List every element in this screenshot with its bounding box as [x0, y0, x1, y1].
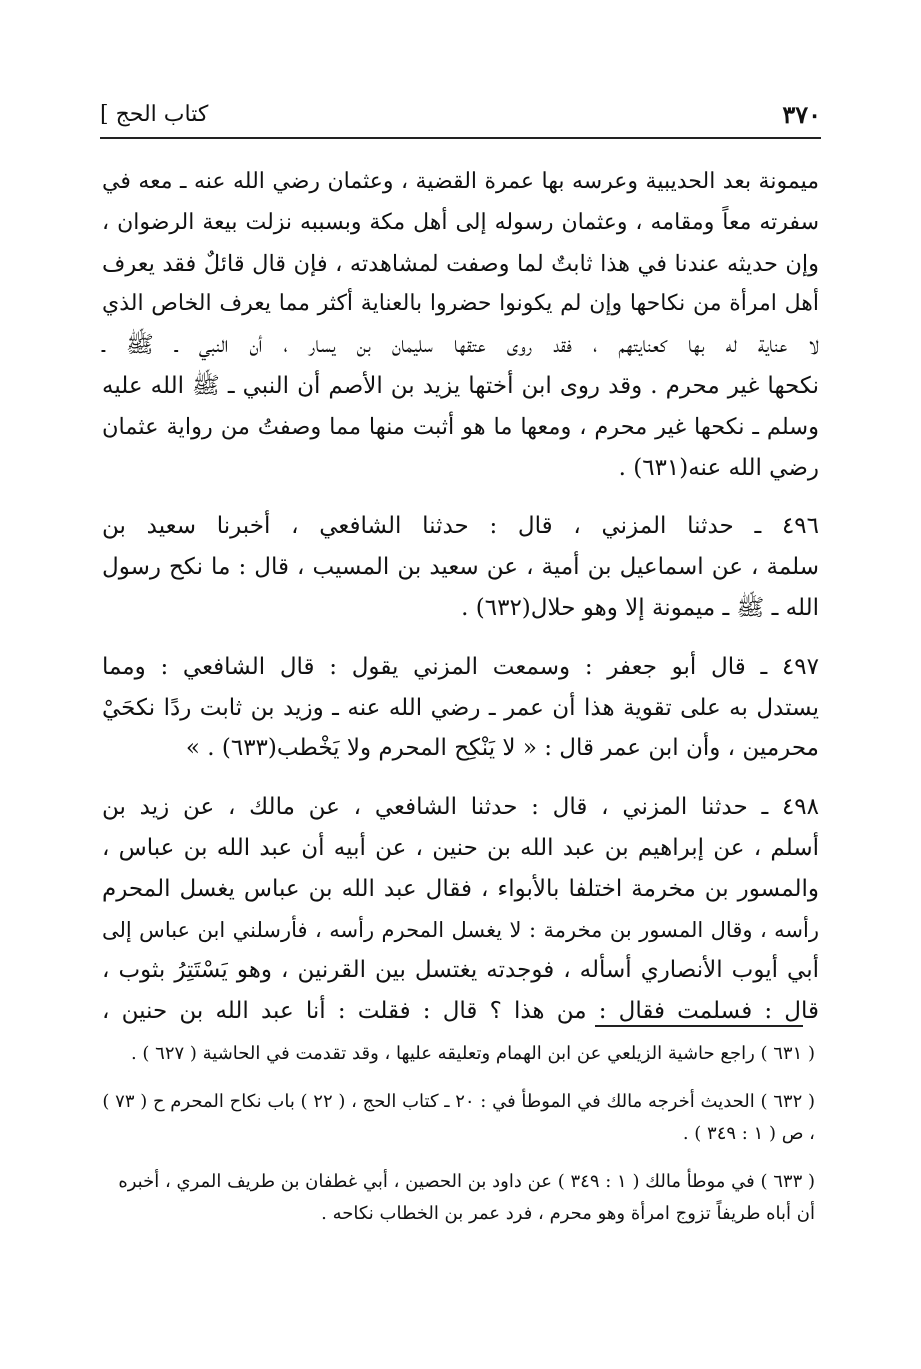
page-number: ٣٧٠ [782, 99, 821, 129]
text-line: أهل امرأة من نكاحها وإن لم يكونوا حضروا بالعناية أكثر مما يعرف الخاص الذي [102, 291, 819, 317]
footnote-rule [595, 1025, 803, 1027]
footnote-633: ( ٦٣٣ ) في موطأ مالك ( ١ : ٣٤٩ ) عن داود بن الحصين ، أبي غطفان بن طريف المري ، أخبره أن أباه طريفاً تزوج امرأة وهو محرم ، فرد عمر بن الخطاب نكاحه . [118, 1171, 815, 1224]
text-line: سفرته معاً ومقامه ، وعثمان رسوله إلى أهل مكة وبسببه نزلت بيعة الرضوان ، [102, 209, 819, 235]
text-line: ٤٩٦ ـ حدثنا المزني ، قال : حدثنا الشافعي ، أخبرنا سعيد بن [102, 513, 819, 540]
text-line: لا عناية له بها كعنايتهم ، فقد روى عتقها سليمان بن يسار ، أن النبي ـ ﷺ ـ [102, 332, 819, 359]
footnote-632: ( ٦٣٢ ) الحديث أخرجه مالك في الموطأ في : ٢٠ ـ كتاب الحج ، ( ٢٢ ) باب نكاح المحرم ح ( ٧٣ ) ، ص ( ١ : ٣٤٩ ) . [102, 1091, 815, 1144]
footnote-631: ( ٦٣١ ) راجع حاشية الزيلعي عن ابن الهمام وتعليقه عليها ، وقد تقدمت في الحاشية ( ٦٢٧ ) . [130, 1043, 815, 1064]
text-line: قال : فسلمت فقال : من هذا ؟ قال : فقلت : أنا عبد الله بن حنين ، [102, 998, 819, 1025]
text-line: ٤٩٧ ـ قال أبو جعفر : وسمعت المزني يقول : قال الشافعي : ومما [102, 653, 819, 680]
page-header [100, 96, 821, 132]
text-line: سلمة ، عن اسماعيل بن أمية ، عن سعيد بن المسيب ، قال : ما نكح رسول [102, 554, 819, 581]
text-line: أسلم ، عن إبراهيم بن عبد الله بن حنين ، عن أبيه أن عبد الله بن عباس ، [102, 834, 819, 861]
header-rule [100, 137, 821, 139]
text-line: رضي الله عنه(٦٣١) . [618, 454, 819, 481]
paragraph-intro [102, 162, 819, 488]
text-line: وسلم ـ نكحها غير محرم ، ومعها ما هو أثبت منها مما وصفتُ من رواية عثمان [102, 413, 819, 440]
text-line: الله ـ ﷺ ـ ميمونة إلا وهو حلال(٦٣٢) . [461, 594, 819, 621]
text-line: يستدل به على تقوية هذا أن عمر ـ رضي الله عنه ـ وزيد بن ثابت ردًا نكحَيْ [102, 694, 819, 721]
paragraph-497 [102, 647, 819, 769]
text-line: وإن حديثه عندنا في هذا ثابتٌ لما وصفت لمشاهدته ، فإن قال قائلٌ فقد يعرف [102, 250, 819, 277]
text-line: والمسور بن مخرمة اختلفا بالأبواء ، فقال عبد الله بن عباس يغسل المحرم [102, 875, 819, 902]
chapter-title: كتاب الحج ] [100, 101, 209, 127]
main-text [102, 162, 819, 1050]
text-line: أبي أيوب الأنصاري أسأله ، فوجدته يغتسل بين القرنين ، وهو يَسْتَتِرُ بثوب ، [102, 957, 819, 984]
text-line: محرمين ، وأن ابن عمر قال : « لا يَنْكِح المحرم ولا يَخْطب(٦٣٣) . » [185, 735, 819, 762]
text-line: ميمونة بعد الحديبية وعرسه بها عمرة القضية ، وعثمان رضي الله عنه ـ معه في [102, 169, 819, 194]
text-line: ٤٩٨ ـ حدثنا المزني ، قال : حدثنا الشافعي ، عن مالك ، عن زيد بن [102, 794, 819, 821]
paragraph-498 [102, 787, 819, 1032]
text-line: نكحها غير محرم . وقد روى ابن أختها يزيد بن الأصم أن النبي ـ ﷺ الله عليه [102, 372, 819, 399]
footnotes [102, 1038, 815, 1246]
paragraph-496 [102, 506, 819, 628]
text-line: رأسه ، وقال المسور بن مخرمة : لا يغسل المحرم رأسه ، فأرسلني ابن عباس إلى [102, 917, 819, 942]
